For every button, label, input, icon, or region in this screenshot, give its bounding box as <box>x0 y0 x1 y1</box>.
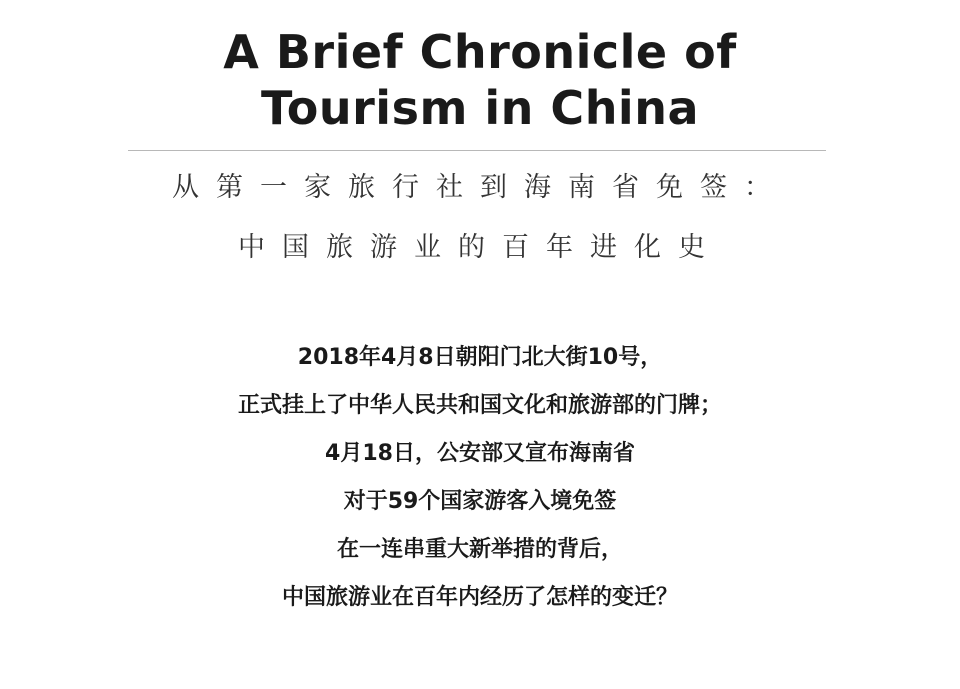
title-divider <box>128 150 826 151</box>
intro-line: 2018年4月8日朝阳门北大街10号， <box>297 345 663 370</box>
intro-line: 正式挂上了中华人民共和国文化和旅游部的门牌； <box>237 393 722 418</box>
intro-line: 中国旅游业在百年内经历了怎样的变迁？ <box>281 585 678 610</box>
english-title-line-2: Tourism in China <box>261 81 699 135</box>
chinese-subtitle-line-2: 中国旅游业的百年进化史 <box>238 232 722 263</box>
english-title <box>0 24 960 136</box>
chinese-subtitle-line-1: 从第一家旅行社到海南省免签： <box>172 172 788 203</box>
intro-line: 对于59个国家游客入境免签 <box>343 489 617 514</box>
intro-paragraph <box>0 338 960 626</box>
english-title-line-1: A Brief Chronicle of <box>223 25 737 79</box>
intro-line: 在一连串重大新举措的背后， <box>336 537 623 562</box>
intro-line: 4月18日，公安部又宣布海南省 <box>325 441 635 466</box>
